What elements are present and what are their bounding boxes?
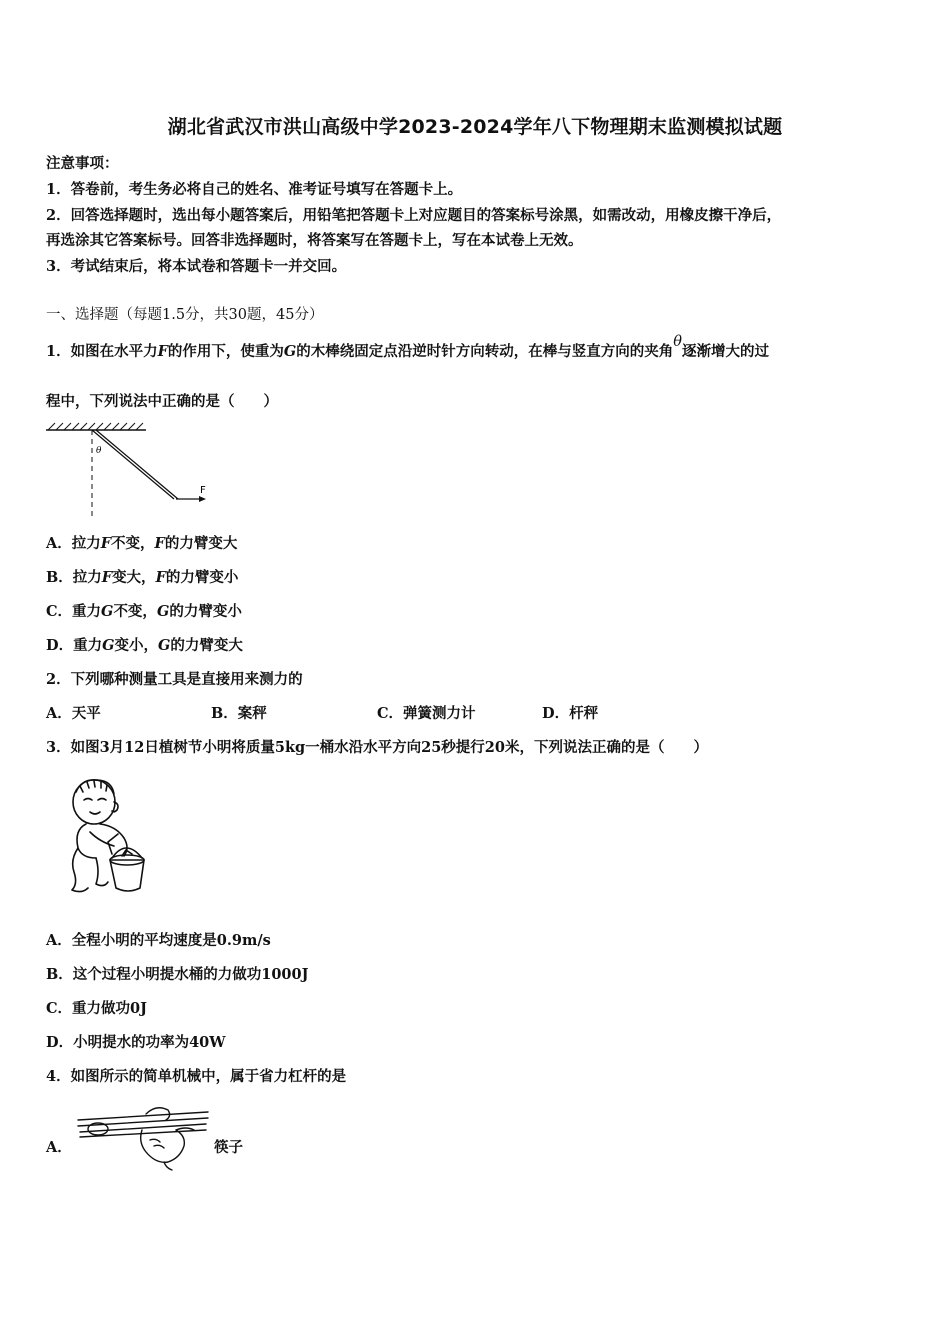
q3-option-c: C．重力做功0J bbox=[46, 1000, 147, 1017]
q2-options bbox=[46, 702, 646, 722]
q3-stem: 3．如图3月12日植树节小明将质量5kg一桶水沿水平方向25秒提行20米，下列说法正确的是（ ） bbox=[46, 739, 708, 756]
q4-option-a-label: A． bbox=[46, 1139, 72, 1156]
section-heading: 一、选择题（每题1.5分，共30题，45分） bbox=[46, 307, 324, 323]
boy-carrying-bucket-illustration bbox=[60, 772, 160, 902]
q2-option-c: C．弹簧测力计 bbox=[377, 705, 476, 722]
q4-stem: 4．如图所示的简单机械中，属于省力杠杆的是 bbox=[46, 1068, 347, 1085]
q3-option-a: A．全程小明的平均速度是0.9m/s bbox=[46, 932, 271, 949]
lever-diagram bbox=[44, 420, 214, 520]
fig-F-label: F bbox=[200, 485, 206, 496]
q1-option-d: D．重力G变小，G的力臂变大 bbox=[46, 637, 243, 654]
notice-item: 1．答卷前，考生务必将自己的姓名、准考证号填写在答题卡上。 bbox=[46, 181, 463, 198]
q3-option-d: D．小明提水的功率为40W bbox=[46, 1034, 226, 1051]
theta-symbol: θ bbox=[673, 334, 683, 350]
q1-option-b: B．拉力F变大，F的力臂变小 bbox=[46, 569, 239, 586]
q2-option-a: A．天平 bbox=[46, 705, 101, 722]
notice-heading: 注意事项： bbox=[46, 155, 119, 172]
q1-stem-line2: 程中，下列说法中正确的是（ ） bbox=[46, 393, 278, 410]
notice-item: 2．回答选择题时，选出每小题答案后，用铅笔把答题卡上对应题目的答案标号涂黑，如需改动，用橡皮擦干净后， bbox=[46, 207, 782, 224]
q2-option-d: D．杆秤 bbox=[542, 705, 599, 722]
q1-stem-line1: 1．如图在水平力F的作用下，使重为G的木棒绕固定点沿逆时针方向转动，在棒与竖直方向的夹角θ逐渐增大的过 bbox=[46, 334, 770, 360]
q3-option-b: B．这个过程小明提水桶的力做功1000J bbox=[46, 966, 309, 983]
notice-item: 3．考试结束后，将本试卷和答题卡一并交回。 bbox=[46, 258, 347, 275]
fig-theta-label: θ bbox=[96, 446, 102, 456]
q1-option-a: A．拉力F不变，F的力臂变大 bbox=[46, 535, 238, 552]
q2-option-b: B．案秤 bbox=[211, 705, 267, 722]
q2-stem: 2．下列哪种测量工具是直接用来测力的 bbox=[46, 671, 303, 688]
notice-item: 再选涂其它答案标号。回答非选择题时，将答案写在答题卡上，写在本试卷上无效。 bbox=[46, 232, 583, 249]
chopsticks-illustration bbox=[76, 1100, 212, 1172]
q1-option-c: C．重力G不变，G的力臂变小 bbox=[46, 603, 242, 620]
page-title: 湖北省武汉市洪山高级中学2023-2024学年八下物理期末监测模拟试题 bbox=[167, 116, 783, 138]
q4-option-a-text: 筷子 bbox=[214, 1139, 243, 1156]
